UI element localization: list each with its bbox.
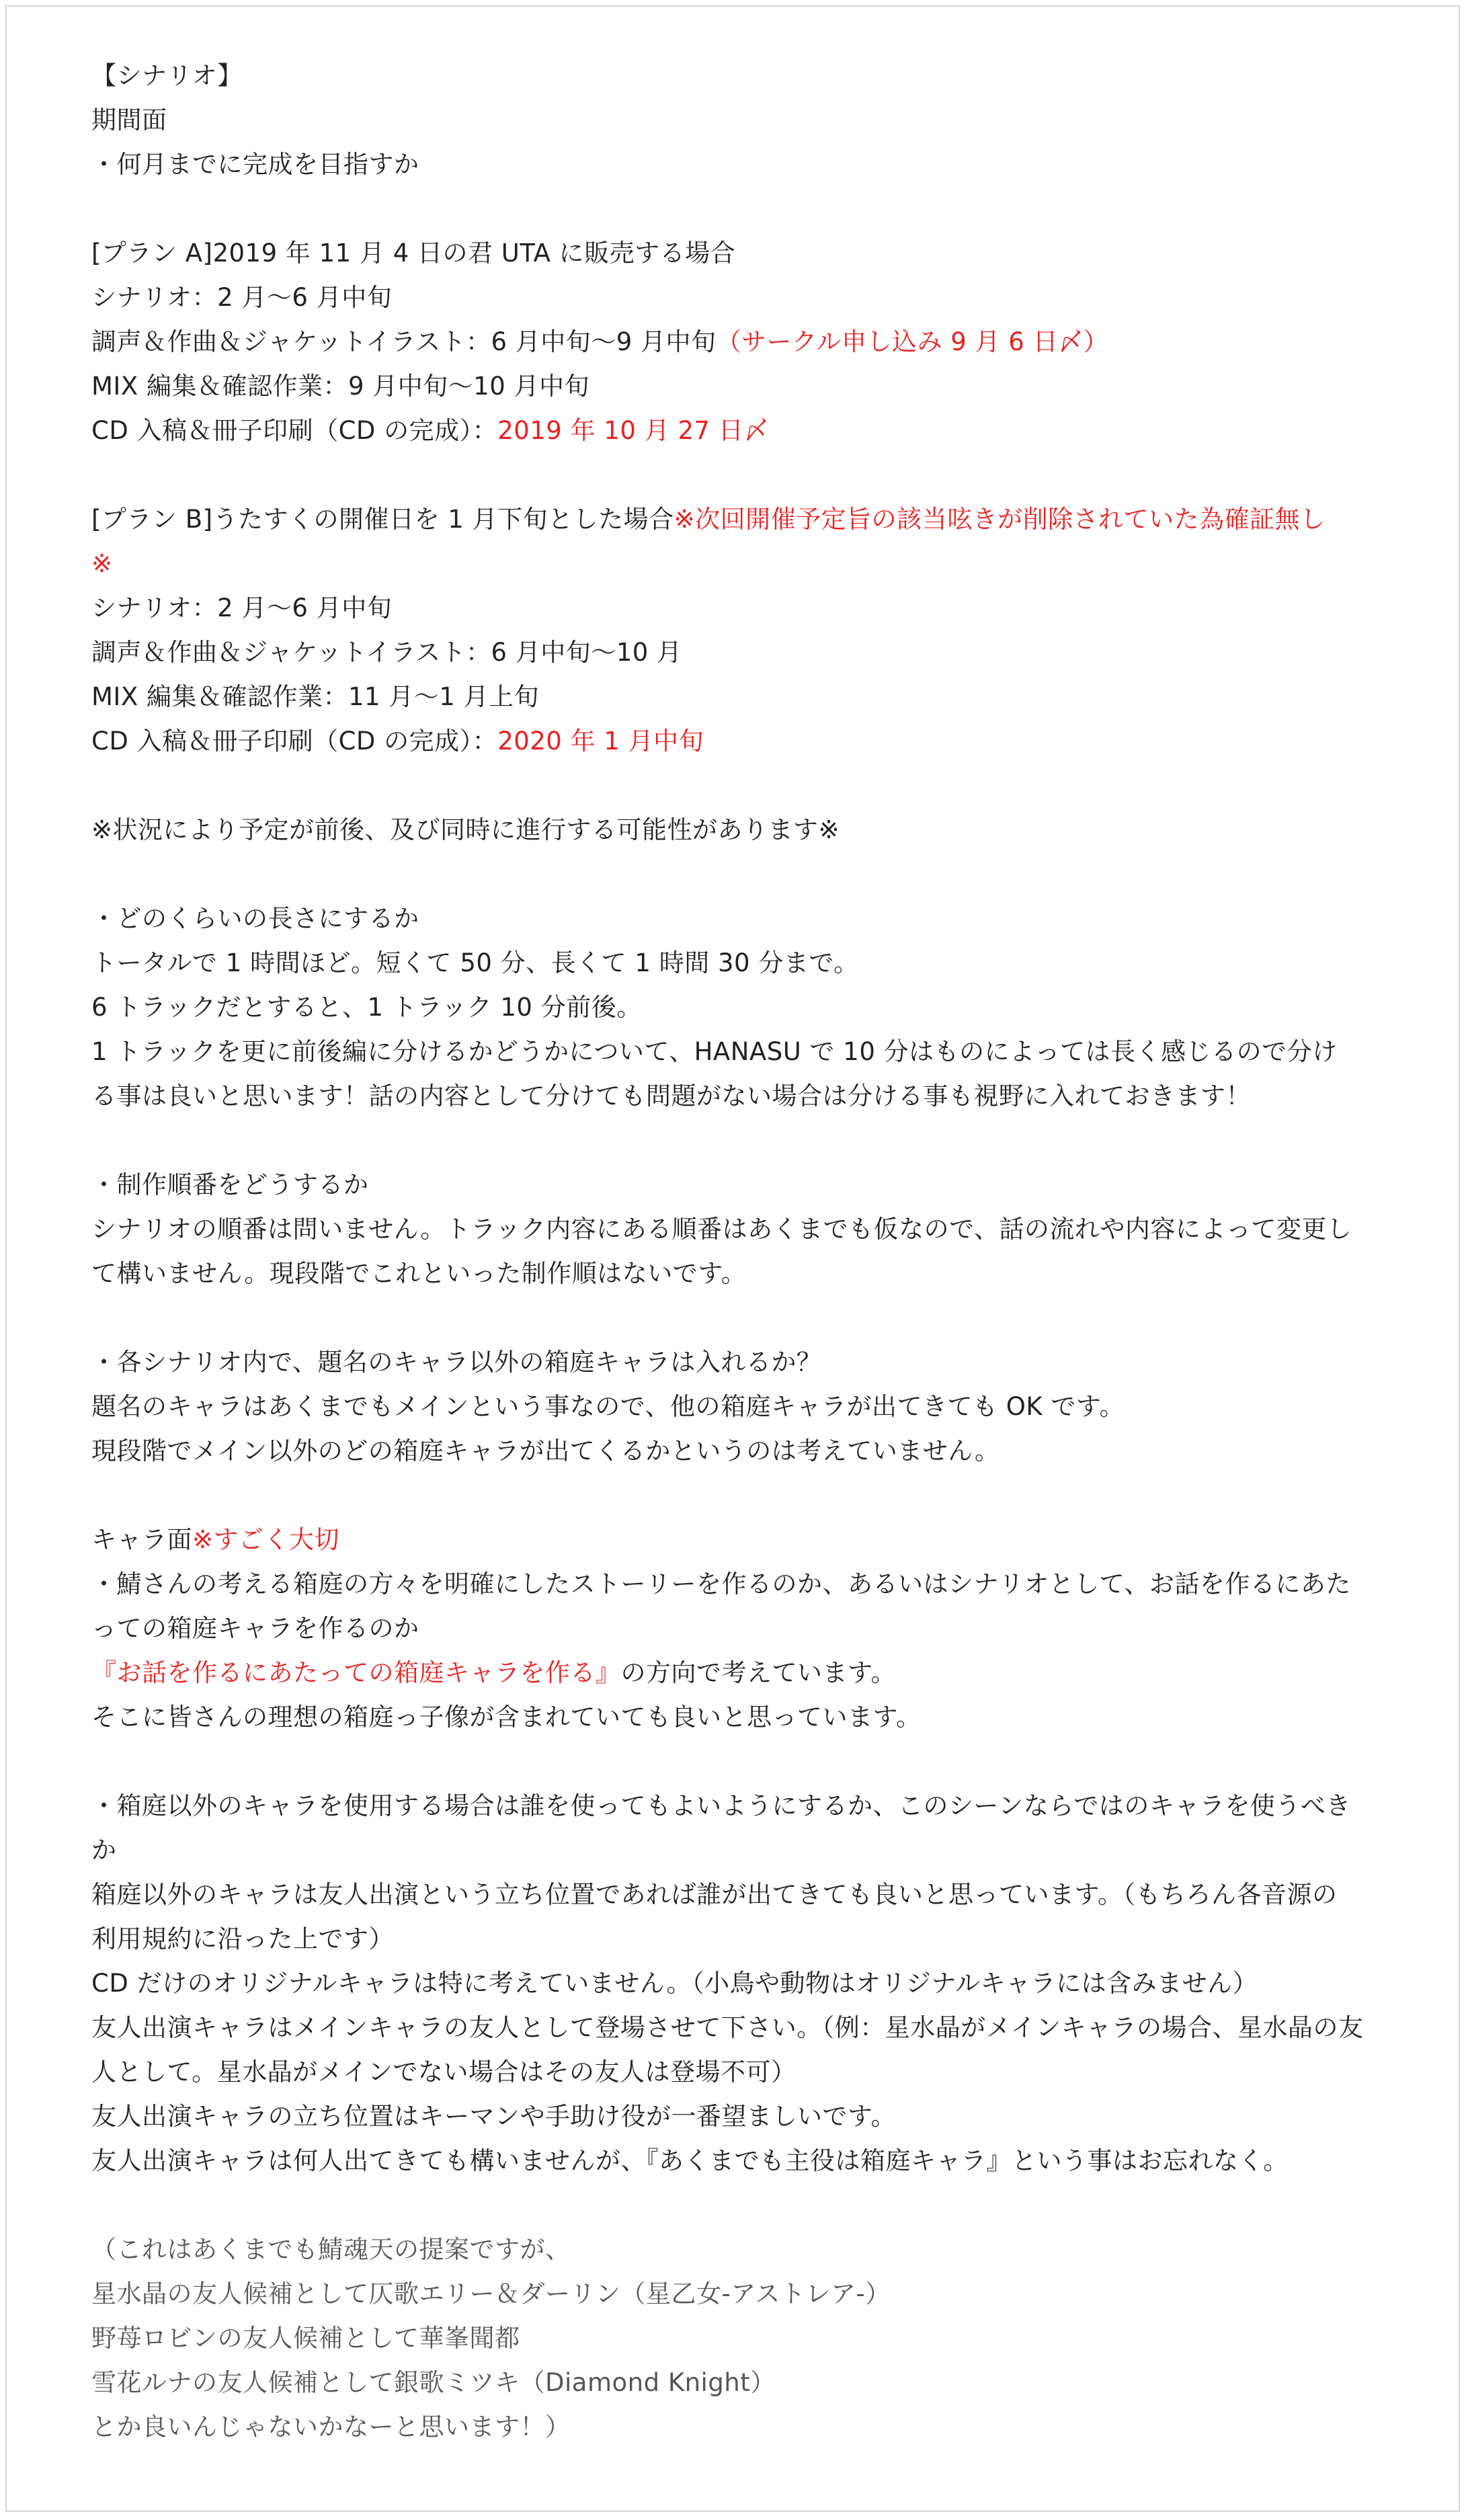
proposal-line-1: （これはあくまでも鯖魂天の提案ですが、 (91, 2235, 571, 2264)
other-chars-answer-4: 友人出演キャラはメインキャラの友人として登場させて下さい。（例：星水晶がメインキャラの場合、星水晶の友 (91, 2013, 1364, 2042)
plan-a-cd-label: CD 入稿＆冊子印刷（CD の完成）： (91, 416, 498, 445)
document-body (91, 54, 1395, 2449)
plan-a-voice (91, 320, 1395, 364)
length-answer-2: 6 トラックだとすると、1 トラック 10 分前後。 (91, 993, 642, 1022)
spacer (91, 852, 1395, 897)
question-deadline: ・何月までに完成を目指すか (91, 150, 419, 179)
plan-b-note: ※次回開催予定旨の該当呟きが削除されていた為確証無し (674, 505, 1326, 534)
plan-a-scenario: シナリオ：2 月～6 月中旬 (91, 283, 393, 312)
chara-answer-highlight: 『お話を作るにあたっての箱庭キャラを作る』 (91, 1658, 621, 1687)
proposal-line-2: 星水晶の友人候補として仄歌エリー＆ダーリン（星乙女-アストレア-） (91, 2279, 891, 2308)
spacer (91, 2183, 1395, 2228)
period-label: 期間面 (91, 106, 167, 134)
length-answer-3: 1 トラックを更に前後編に分けるかどうかについて、HANASU で 10 分はものによっては長く感じるので分け (91, 1037, 1338, 1066)
plan-b-scenario: シナリオ：2 月～6 月中旬 (91, 594, 393, 622)
plan-b-note-end: ※ (91, 549, 113, 578)
plan-b-voice: 調声＆作曲＆ジャケットイラスト：6 月中旬～10 月 (91, 638, 682, 667)
plan-b-title-text: [プラン B]うたすくの開催日を 1 月下旬とした場合 (91, 505, 674, 534)
chara-question-1: ・鯖さんの考える箱庭の方々を明確にしたストーリーを作るのか、あるいはシナリオとして、お話を作るにあた (91, 1570, 1351, 1598)
spacer (91, 187, 1395, 231)
chara-answer-rest: の方向で考えています。 (620, 1658, 897, 1687)
schedule-note: ※状況により予定が前後、及び同時に進行する可能性があります※ (91, 815, 840, 844)
proposal-line-5: とか良いんじゃないかなーと思います！） (91, 2412, 571, 2441)
other-chars-answer-3: CD だけのオリジナルキャラは特に考えていません。（小鳥や動物はオリジナルキャラには含みません） (91, 1969, 1258, 1998)
length-answer-1: トータルで 1 時間ほど。短くて 50 分、長くて 1 時間 30 分まで。 (91, 948, 859, 977)
spacer (91, 1296, 1395, 1340)
other-chars-question-1: ・箱庭以外のキャラを使用する場合は誰を使ってもよいようにするか、このシーンならではのキャラを使うべき (91, 1791, 1351, 1820)
plan-b-cd-label: CD 入稿＆冊子印刷（CD の完成）： (91, 727, 498, 756)
chars-question: ・各シナリオ内で、題名のキャラ以外の箱庭キャラは入れるか？ (91, 1348, 822, 1377)
length-question: ・どのくらいの長さにするか (91, 904, 419, 933)
chars-answer-2: 現段階でメイン以外のどの箱庭キャラが出てくるかというのは考えていません。 (91, 1436, 1000, 1465)
spacer (91, 1473, 1395, 1518)
plan-a-cd-date: 2019 年 10 月 27 日〆 (497, 416, 769, 445)
plan-b-title (91, 497, 1395, 542)
chara-question-2: っての箱庭キャラを作るのか (91, 1614, 419, 1643)
spacer (91, 1740, 1395, 1784)
plan-b-cd (91, 719, 1395, 764)
chara-section-label: キャラ面 (91, 1525, 192, 1554)
length-answer-4: る事は良いと思います！話の内容として分けても問題がない場合は分ける事も視野に入れておきます！ (91, 1082, 1251, 1110)
chara-section-important: ※すごく大切 (192, 1525, 340, 1554)
chara-section-heading (91, 1518, 1395, 1562)
proposal-line-4: 雪花ルナの友人候補として銀歌ミツキ（Diamond Knight） (91, 2368, 776, 2397)
other-chars-answer-1: 箱庭以外のキャラは友人出演という立ち位置であれば誰が出てきても良いと思っています。（もちろん各音源の (91, 1880, 1338, 1909)
plan-a-mix: MIX 編集＆確認作業：9 月中旬～10 月中旬 (91, 372, 590, 401)
order-answer-2: て構いません。現段階でこれといった制作順はないです。 (91, 1259, 747, 1288)
spacer (91, 764, 1395, 808)
other-chars-answer-7: 友人出演キャラは何人出てきても構いませんが、『あくまでも主役は箱庭キャラ』という事はお忘れなく。 (91, 2146, 1289, 2175)
plan-a-title: [プラン A]2019 年 11 月 4 日の君 UTA に販売する場合 (91, 239, 736, 268)
chara-answer-2: そこに皆さんの理想の箱庭っ子像が含まれていても良いと思っています。 (91, 1703, 922, 1732)
section-heading: 【シナリオ】 (91, 61, 243, 90)
other-chars-answer-2: 利用規約に沿った上です） (91, 1924, 394, 1953)
spacer (91, 1119, 1395, 1163)
order-question: ・制作順番をどうするか (91, 1170, 369, 1199)
proposal-line-3: 野苺ロビンの友人候補として華峯聞都 (91, 2324, 520, 2353)
plan-b-mix: MIX 編集＆確認作業：11 月～1 月上旬 (91, 682, 540, 711)
plan-b-cd-date: 2020 年 1 月中旬 (497, 727, 704, 756)
chars-answer-1: 題名のキャラはあくまでもメインという事なので、他の箱庭キャラが出てきても OK です。 (91, 1392, 1125, 1421)
plan-a-voice-note: （サークル申し込み 9 月 6 日〆） (716, 327, 1109, 356)
spacer (91, 453, 1395, 497)
plan-a-voice-label: 調声＆作曲＆ジャケットイラスト：6 月中旬～9 月中旬 (91, 327, 717, 356)
chara-answer (91, 1651, 1395, 1695)
other-chars-answer-6: 友人出演キャラの立ち位置はキーマンや手助け役が一番望ましいです。 (91, 2102, 897, 2131)
other-chars-answer-5: 人として。星水晶がメインでない場合はその友人は登場不可） (91, 2058, 797, 2086)
order-answer-1: シナリオの順番は問いません。トラック内容にある順番はあくまでも仮なので、話の流れや内容によって変更し (91, 1215, 1352, 1244)
other-chars-question-2: か (91, 1836, 117, 1865)
plan-a-cd (91, 409, 1395, 453)
